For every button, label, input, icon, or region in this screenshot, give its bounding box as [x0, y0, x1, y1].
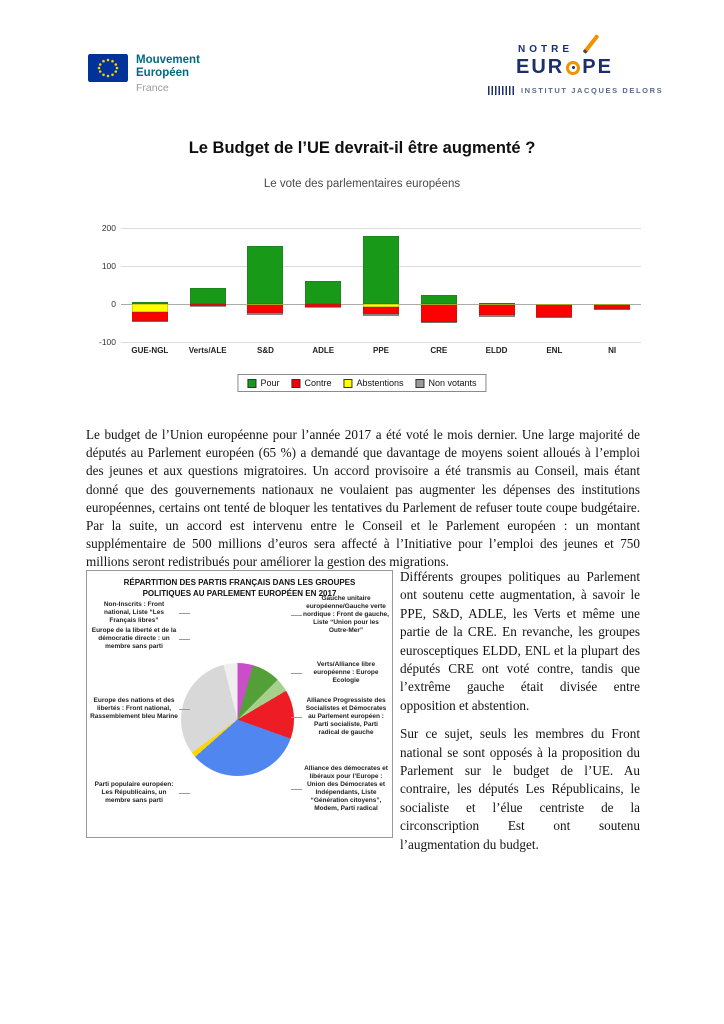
bar-segment-non-votants: [536, 317, 572, 318]
logo-europe-text: [516, 56, 640, 79]
bar-segment-non-votants: [305, 307, 341, 308]
bar-segment-pour: [247, 246, 283, 304]
mouvement-logo-line2: Européen: [136, 67, 190, 79]
legend-label: Contre: [304, 378, 332, 388]
x-axis-tick-label: Verts/ALE: [188, 346, 227, 355]
y-axis-tick-label: 100: [101, 261, 116, 271]
y-axis-tick-label: 200: [101, 223, 116, 233]
mouvement-logo-text: [136, 54, 200, 95]
pie-label-ppe: Parti populaire européen: Les Républicains, un membre sans parti: [90, 781, 178, 805]
logo-eur-text: EUR: [516, 56, 565, 78]
bar-segment-non-votants: [132, 321, 168, 322]
pie-chart: [181, 663, 294, 776]
x-axis-tick-label: ADLE: [312, 346, 335, 355]
x-axis-tick-label: PPE: [372, 346, 390, 355]
y-axis: [95, 223, 118, 347]
right-column: [400, 568, 640, 854]
chart-legend: [237, 374, 486, 392]
abstentions-swatch: [343, 379, 352, 388]
mouvement-logo-country: France: [136, 82, 169, 94]
bar-segment-non-votants: [247, 313, 283, 315]
mouvement-logo-line1: Mouvement: [136, 54, 200, 66]
x-axis-tick-label: ENL: [546, 346, 563, 355]
pie-label-enl: Europe des nations et des libertés : Front national, Rassemblement bleu Marine: [90, 697, 178, 720]
bar-segment-pour: [421, 295, 457, 305]
institut-jacques-delors-logo: [488, 44, 664, 95]
pie-label-non-inscrits: Non-Inscrits : Front national, Liste “Les Français libres”: [90, 601, 178, 625]
vote-bar-chart: [95, 220, 641, 365]
pour-swatch: [247, 379, 256, 388]
bar-segment-non-votants: [594, 309, 630, 311]
pie-label-verts: Verts/Alliance libre européenne : Europe Ecologie: [303, 661, 389, 685]
x-axis-tick-label: CRE: [430, 346, 448, 355]
bar-segment-contre: [536, 305, 572, 318]
pie-chart-box: [86, 570, 393, 838]
legend-label: Non votants: [428, 378, 477, 388]
bar-segment-pour: [305, 281, 341, 304]
bar-segment-pour: [363, 236, 399, 304]
bar-segment-contre: [247, 305, 283, 313]
legend-item: [343, 378, 403, 388]
pie-label-gue: Gauche unitaire européenne/Gauche verte nordique : Front de gauche, Liste “Union pour les Outre-Mer”: [303, 595, 389, 634]
column-paragraph-2: Sur ce sujet, seuls les membres du Front national se sont opposés à la proposition du Parlement sur le budget de l’UE. Au contraire, les députés Les Républicains, le socialiste et l’élue centriste de la circonscription Est ont soutenu l’augmentation du budget.: [400, 726, 640, 852]
bar-segment-pour: [190, 288, 226, 304]
bar-plot: [121, 228, 641, 342]
logo-notre-text: NOTRE: [518, 44, 573, 55]
x-axis-tick-label: GUE-NGL: [131, 346, 169, 355]
pie-label-adle: Alliance des démocrates et libéraux pour l’Europe : Union des Démocrates et Indépendants, Liste “Génération citoyens”, Modem, Parti radical: [304, 765, 388, 812]
compass-icon: [566, 61, 580, 75]
bar-segment-contre: [421, 305, 457, 322]
bar-segment-non-votants: [363, 314, 399, 316]
legend-item: [247, 378, 279, 388]
x-axis: [121, 346, 641, 358]
page-subtitle: Le vote des parlementaires européens: [263, 178, 461, 190]
logo-institut-line: [488, 86, 664, 95]
bar-segment-contre: [132, 312, 168, 322]
pie-label-eldd: Europe de la liberté et de la démocratie directe : un membre sans parti: [91, 627, 177, 650]
x-axis-tick-label: ELDD: [485, 346, 508, 355]
bar-segment-contre: [363, 307, 399, 314]
y-axis-tick-label: 0: [111, 299, 116, 309]
legend-item: [416, 378, 477, 388]
bar-segment-abstentions: [132, 304, 168, 312]
column-paragraph-1: Différents groupes politiques au Parlement ont soutenu cette augmentation, à savoir le PPE, S&D, ADLE, les Verts et même une partie de la CRE. En revanche, les groupes eurosceptiques ELDD, ENL et la plupart des députés CRE ont voté contre, tandis que l’extrême gauche était divisée entre opposition et abstention.: [400, 569, 640, 713]
contre-swatch: [291, 379, 300, 388]
legend-label: Abstentions: [356, 378, 404, 388]
mouvement-europeen-logo: [88, 54, 200, 95]
bar-segment-contre: [479, 305, 515, 316]
barcode-icon: [488, 86, 516, 95]
gridline: [121, 228, 641, 229]
y-axis-tick-label: -100: [98, 337, 116, 347]
page-title: Le Budget de l’UE devrait-il être augmenté ?: [188, 139, 536, 157]
logo-institut-text: INSTITUT JACQUES DELORS: [521, 86, 664, 95]
gridline: [121, 342, 641, 343]
intro-paragraph: Le budget de l’Union européenne pour l’année 2017 a été voté le mois dernier. Une large majorité de députés au Parlement européen (65 %) a demandé que davantage de moyens soient alloués à l’emploi des jeunes et aux questions migratoires. Un accord provisoire a été transmis au Conseil, mais étant donné que des gouvernements nationaux ne voulaient pas augmenter les dépenses des institutions européennes, certains ont tenté de bloquer les tentatives du Parlement de refuser toute coupe budgétaire. Par la suite, un accord est intervenu entre le Conseil et le Parlement européen : un montant supplémentaire de 500 millions d’euros sera affecté à l’Initiative pour l’emploi des jeunes et 750 millions seront redistribués pour améliorer la gestion des migrations.: [86, 427, 640, 570]
pie-chart-title: RÉPARTITION DES PARTIS FRANÇAIS DANS LES GROUPES POLITIQUES AU PARLEMENT EUROPÉEN EN 2017: [123, 578, 356, 598]
bar-segment-non-votants: [421, 322, 457, 323]
x-axis-tick-label: S&D: [256, 346, 274, 355]
pie-label-sd: Alliance Progressiste des Socialistes et Démocrates au Parlement européen : Parti socialiste, Parti radical de gauche: [303, 697, 389, 737]
bar-segment-non-votants: [479, 315, 515, 317]
x-axis-tick-label: NI: [608, 346, 617, 355]
legend-label: Pour: [260, 378, 280, 388]
non-votants-swatch: [416, 379, 425, 388]
eu-flag-icon: [88, 54, 128, 82]
logo-pe-text: PE: [582, 56, 613, 78]
legend-item: [291, 378, 331, 388]
